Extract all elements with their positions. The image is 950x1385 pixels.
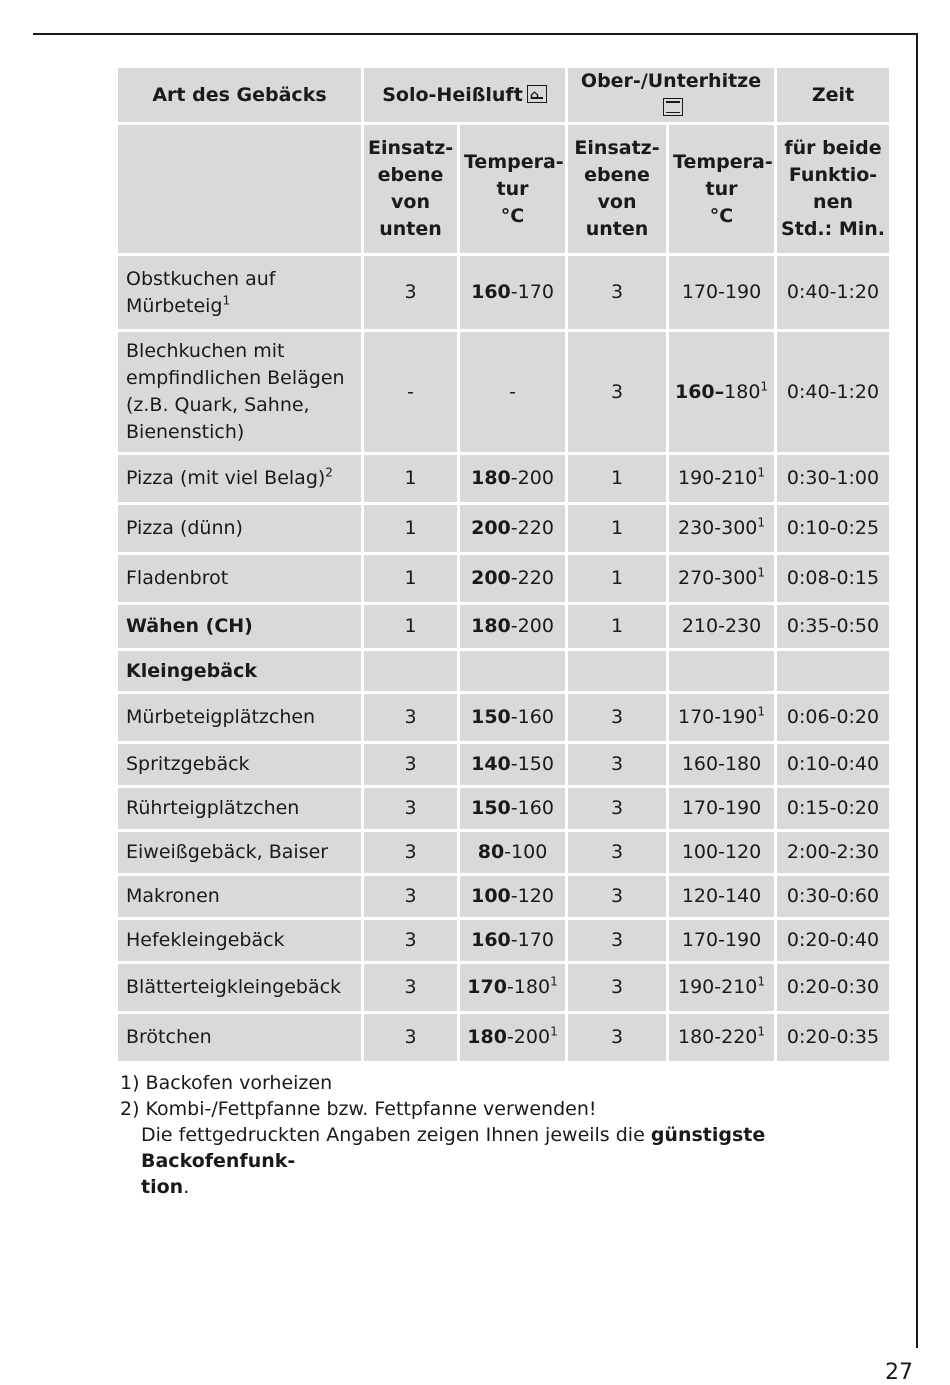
cell-solo-temp-rest: -150 (510, 753, 554, 775)
cell-ober-level-text: 3 (610, 706, 624, 728)
cell-time (777, 555, 889, 602)
subheader-solo-temp: Tempera- tur °C (460, 125, 565, 253)
cell-time (777, 876, 889, 917)
cell-solo-temp-rest: -100 (504, 841, 548, 863)
cell-name (118, 920, 361, 961)
cell-solo-level (364, 694, 457, 741)
cell-solo-level (364, 920, 457, 961)
cell-name-text: Blätterteigkleingebäck (126, 976, 342, 998)
top-rule (33, 33, 918, 35)
cell-solo-level-text: 3 (404, 706, 417, 728)
cell-name (118, 332, 361, 452)
cell-ober-temp-rest: 180 (724, 380, 761, 403)
footnote-ref: 1 (757, 465, 766, 480)
cell-solo-temp (460, 455, 565, 502)
table-row (118, 788, 889, 829)
cell-solo-temp (460, 256, 565, 329)
cell-solo-temp-bold: 100 (471, 885, 511, 907)
cell-ober-temp-rest: 170-190 (678, 706, 758, 728)
cell-name-text: Pizza (dünn) (126, 517, 243, 539)
table-row (118, 694, 889, 741)
cell-ober-level-text: 3 (610, 753, 624, 775)
top-bottom-heat-icon (663, 98, 683, 116)
header-row (118, 68, 889, 122)
cell-time (777, 505, 889, 552)
table-row (118, 605, 889, 648)
cell-ober-level-text: 3 (610, 841, 624, 863)
cell-name (118, 744, 361, 785)
table-row (118, 920, 889, 961)
subheader-time: für beide Funktio- nen Std.: Min. (777, 125, 889, 253)
cell-solo-temp (460, 505, 565, 552)
table-row (118, 832, 889, 873)
cell-solo-level (364, 1014, 457, 1061)
section-row (118, 651, 889, 691)
cell-name-text: Blechkuchen mit empfindlichen Belägen (z.B. Quark, Sahne, Bienenstich) (126, 340, 345, 443)
bold-note-emphasis: günstigste Backofenfunk- tion (141, 1124, 766, 1198)
cell-solo-level (364, 744, 457, 785)
table-row (118, 964, 889, 1011)
cell-ober-temp-rest: 170-190 (681, 281, 762, 303)
header-time: Zeit (777, 68, 889, 122)
cell-time-text: 0:30-0:60 (786, 885, 880, 907)
table-row (118, 555, 889, 602)
footnote-ref: 1 (757, 1024, 766, 1039)
cell-solo-temp (460, 920, 565, 961)
cell-ober-temp-bold: 160– (674, 380, 725, 403)
cell-solo-level (364, 505, 457, 552)
cell-solo-temp (460, 605, 565, 648)
cell-solo-level (364, 832, 457, 873)
cell-solo-temp (460, 964, 565, 1011)
cell-ober-level (568, 744, 666, 785)
cell-solo-level-text: - (407, 380, 414, 403)
footnote-ref: 1 (757, 515, 766, 530)
cell-solo-temp-bold: 80 (477, 841, 505, 863)
cell-solo-temp-bold: 200 (471, 567, 511, 589)
footnote-ref: 1 (757, 974, 766, 989)
cell-solo-level-text: 3 (404, 885, 417, 907)
footnote-ref: 1 (757, 704, 766, 719)
cell-solo-temp (460, 744, 565, 785)
baking-table (115, 65, 892, 1064)
cell-solo-temp-bold: 180 (471, 615, 511, 637)
cell-ober-level (568, 964, 666, 1011)
section-label-text: Kleingebäck (126, 659, 257, 682)
table-row (118, 455, 889, 502)
cell-time-text: 0:20-0:40 (786, 929, 880, 951)
table-row (118, 332, 889, 452)
cell-time (777, 788, 889, 829)
cell-name (118, 455, 361, 502)
cell-ober-level-text: 3 (610, 976, 624, 998)
cell-ober-level (568, 788, 666, 829)
cell-ober-level (568, 920, 666, 961)
cell-solo-temp (460, 694, 565, 741)
cell-ober-temp-rest: 190-210 (678, 976, 758, 998)
cell-solo-level-text: 1 (404, 517, 417, 539)
cell-solo-level-text: 3 (404, 841, 417, 863)
cell-time-text: 0:35-0:50 (786, 615, 880, 637)
cell-solo-temp (460, 876, 565, 917)
cell-name-text: Eiweißgebäck, Baiser (126, 841, 329, 863)
cell-time (777, 256, 889, 329)
cell-ober-level-text: 3 (610, 885, 624, 907)
cell-time-text: 0:08-0:15 (786, 567, 880, 589)
cell-name (118, 832, 361, 873)
header-ober-label: Ober-/Unterhitze (580, 70, 762, 92)
cell-solo-temp-bold: 180 (467, 1026, 507, 1048)
cell-ober-level-text: 3 (610, 281, 624, 303)
cell-solo-temp-rest: - (509, 380, 516, 403)
cell-time-text: 0:15-0:20 (786, 797, 880, 819)
table-row (118, 256, 889, 329)
cell-solo-level (364, 788, 457, 829)
cell-ober-temp-rest: 160-180 (681, 753, 762, 775)
cell-name (118, 256, 361, 329)
cell-time-text: 0:10-0:40 (786, 753, 880, 775)
cell-ober-level (568, 332, 666, 452)
cell-solo-temp-rest: -180 (506, 976, 551, 998)
fan-oven-icon (527, 85, 547, 103)
cell-solo-level (364, 876, 457, 917)
cell-solo-temp-bold: 140 (471, 753, 511, 775)
cell-name-text: Brötchen (126, 1026, 212, 1048)
cell-solo-temp-bold: 160 (471, 281, 511, 303)
cell-ober-level (568, 832, 666, 873)
header-solo (364, 68, 565, 122)
table-row (118, 1014, 889, 1061)
cell-name (118, 1014, 361, 1061)
cell-solo-level (364, 555, 457, 602)
cell-ober-level (568, 876, 666, 917)
cell-solo-temp-rest: -170 (510, 929, 554, 951)
cell-time-text: 0:40-1:20 (786, 281, 880, 303)
cell-ober-level (568, 256, 666, 329)
cell-name-text: Wähen (CH) (126, 615, 253, 637)
cell-ober-level-text: 1 (610, 567, 624, 589)
cell-ober-temp (669, 455, 774, 502)
cell-solo-temp (460, 555, 565, 602)
cell-ober-temp-rest: 120-140 (681, 885, 762, 907)
cell-name-text: Fladenbrot (126, 567, 229, 589)
cell-ober-temp (669, 876, 774, 917)
cell-ober-level-text: 1 (610, 615, 624, 637)
bold-note-text: Die fettgedruckten Angaben zeigen Ihnen jeweils die (141, 1124, 651, 1146)
cell-ober-level (568, 455, 666, 502)
cell-time (777, 920, 889, 961)
cell-ober-level (568, 505, 666, 552)
cell-solo-temp-rest: -200 (510, 467, 554, 489)
cell-solo-level-text: 3 (404, 1026, 417, 1048)
cell-solo-level-text: 3 (404, 753, 417, 775)
cell-ober-temp-rest: 230-300 (678, 517, 758, 539)
cell-solo-level-text: 3 (404, 281, 417, 303)
cell-name (118, 605, 361, 648)
cell-ober-level (568, 555, 666, 602)
cell-ober-temp (669, 920, 774, 961)
section-label (118, 651, 361, 691)
footnote-ref: 1 (550, 1024, 558, 1039)
cell-ober-temp-rest: 210-230 (681, 615, 762, 637)
table-row (118, 744, 889, 785)
cell-solo-level (364, 332, 457, 452)
cell-solo-temp-rest: -200 (510, 615, 554, 637)
empty-cell (364, 651, 457, 691)
cell-solo-temp-rest: -120 (510, 885, 554, 907)
cell-solo-temp-rest: -160 (510, 706, 554, 728)
cell-time-text: 0:20-0:30 (786, 976, 880, 998)
cell-solo-level (364, 964, 457, 1011)
cell-solo-temp-bold: 160 (471, 929, 511, 951)
cell-solo-temp (460, 832, 565, 873)
cell-ober-temp-rest: 180-220 (678, 1026, 758, 1048)
cell-solo-temp-rest: -160 (510, 797, 554, 819)
cell-name (118, 555, 361, 602)
right-rule (916, 33, 918, 1348)
header-solo-label: Solo-Heißluft (382, 83, 523, 106)
empty-cell (777, 651, 889, 691)
cell-ober-temp (669, 832, 774, 873)
cell-name (118, 788, 361, 829)
cell-ober-temp-rest: 170-190 (681, 929, 762, 951)
table-row (118, 505, 889, 552)
cell-name (118, 964, 361, 1011)
footnote-1: 1) Backofen vorheizen (120, 1072, 333, 1094)
cell-name-text: Makronen (126, 885, 220, 907)
cell-ober-temp (669, 788, 774, 829)
cell-name-text: Rührteigplätzchen (126, 797, 300, 819)
cell-time-text: 0:20-0:35 (786, 1026, 880, 1048)
cell-ober-temp (669, 605, 774, 648)
cell-name-text: Hefekleingebäck (126, 929, 285, 951)
subheader-empty (118, 125, 361, 253)
cell-name-text: Spritzgebäck (126, 753, 250, 775)
cell-ober-temp-rest: 190-210 (678, 467, 758, 489)
subheader-solo-level: Einsatz- ebene von unten (364, 125, 457, 253)
cell-time-text: 0:40-1:20 (786, 380, 880, 403)
cell-solo-level (364, 455, 457, 502)
cell-ober-temp-rest: 270-300 (678, 567, 758, 589)
cell-solo-temp (460, 1014, 565, 1061)
cell-solo-level-text: 1 (404, 567, 417, 589)
cell-solo-temp-rest: -170 (510, 281, 554, 303)
footnote-ref: 1 (222, 293, 231, 308)
cell-solo-temp-bold: 170 (467, 976, 507, 998)
cell-name (118, 694, 361, 741)
cell-name-text: Mürbeteigplätzchen (126, 706, 316, 728)
cell-time-text: 0:10-0:25 (786, 517, 880, 539)
bold-note (120, 1122, 880, 1200)
empty-cell (460, 651, 565, 691)
cell-ober-temp (669, 1014, 774, 1061)
table-row (118, 876, 889, 917)
cell-solo-level (364, 256, 457, 329)
cell-time (777, 744, 889, 785)
cell-ober-level (568, 605, 666, 648)
cell-ober-level-text: 1 (610, 467, 624, 489)
bold-note-end: . (183, 1176, 190, 1198)
cell-ober-temp (669, 694, 774, 741)
cell-ober-level-text: 3 (610, 1026, 624, 1048)
cell-ober-level (568, 1014, 666, 1061)
cell-solo-temp-rest: -220 (510, 517, 554, 539)
footnotes (120, 1070, 880, 1200)
cell-time (777, 332, 889, 452)
cell-solo-level-text: 3 (404, 929, 417, 951)
header-ober (568, 68, 774, 122)
cell-ober-level-text: 3 (610, 380, 624, 403)
cell-ober-level-text: 3 (610, 929, 624, 951)
cell-solo-level-text: 3 (404, 797, 417, 819)
cell-solo-temp-bold: 150 (471, 706, 511, 728)
footnote-2: 2) Kombi-/Fettpfanne bzw. Fettpfanne verwenden! (120, 1098, 597, 1120)
cell-ober-temp (669, 964, 774, 1011)
cell-solo-temp (460, 788, 565, 829)
cell-time (777, 694, 889, 741)
cell-solo-temp-rest: -220 (510, 567, 554, 589)
subheader-ober-temp: Tempera- tur °C (669, 125, 774, 253)
cell-solo-level-text: 1 (404, 615, 417, 637)
cell-time-text: 0:30-1:00 (786, 467, 880, 489)
cell-time (777, 964, 889, 1011)
cell-solo-temp-bold: 200 (471, 517, 511, 539)
cell-time (777, 1014, 889, 1061)
footnote-ref: 1 (757, 565, 766, 580)
empty-cell (568, 651, 666, 691)
cell-ober-level-text: 1 (610, 517, 624, 539)
cell-ober-temp (669, 505, 774, 552)
cell-name-text: Obstkuchen auf Mürbeteig (126, 267, 276, 317)
cell-name (118, 876, 361, 917)
cell-time (777, 605, 889, 648)
cell-ober-temp (669, 744, 774, 785)
cell-time (777, 455, 889, 502)
cell-ober-temp (669, 256, 774, 329)
header-name: Art des Gebäcks (118, 68, 361, 122)
page-number: 27 (885, 1360, 913, 1385)
cell-solo-temp-bold: 180 (471, 467, 511, 489)
cell-ober-level-text: 3 (610, 797, 624, 819)
empty-cell (669, 651, 774, 691)
cell-solo-level-text: 1 (404, 467, 417, 489)
cell-name-text: Pizza (mit viel Belag) (126, 467, 326, 489)
cell-time-text: 0:06-0:20 (786, 706, 880, 728)
cell-solo-temp (460, 332, 565, 452)
cell-solo-temp-rest: -200 (506, 1026, 551, 1048)
subheader-row (118, 125, 889, 253)
cell-ober-temp-rest: 170-190 (681, 797, 762, 819)
cell-solo-temp-bold: 150 (471, 797, 511, 819)
cell-ober-level (568, 694, 666, 741)
footnote-ref: 1 (550, 974, 558, 989)
footnote-ref: 2 (325, 465, 333, 480)
subheader-ober-level: Einsatz- ebene von unten (568, 125, 666, 253)
cell-time-text: 2:00-2:30 (786, 841, 880, 863)
cell-solo-level (364, 605, 457, 648)
cell-ober-temp-rest: 100-120 (681, 841, 762, 863)
cell-ober-temp (669, 555, 774, 602)
cell-ober-temp (669, 332, 774, 452)
cell-time (777, 832, 889, 873)
footnote-ref: 1 (760, 379, 769, 394)
cell-solo-level-text: 3 (404, 976, 417, 998)
cell-name (118, 505, 361, 552)
